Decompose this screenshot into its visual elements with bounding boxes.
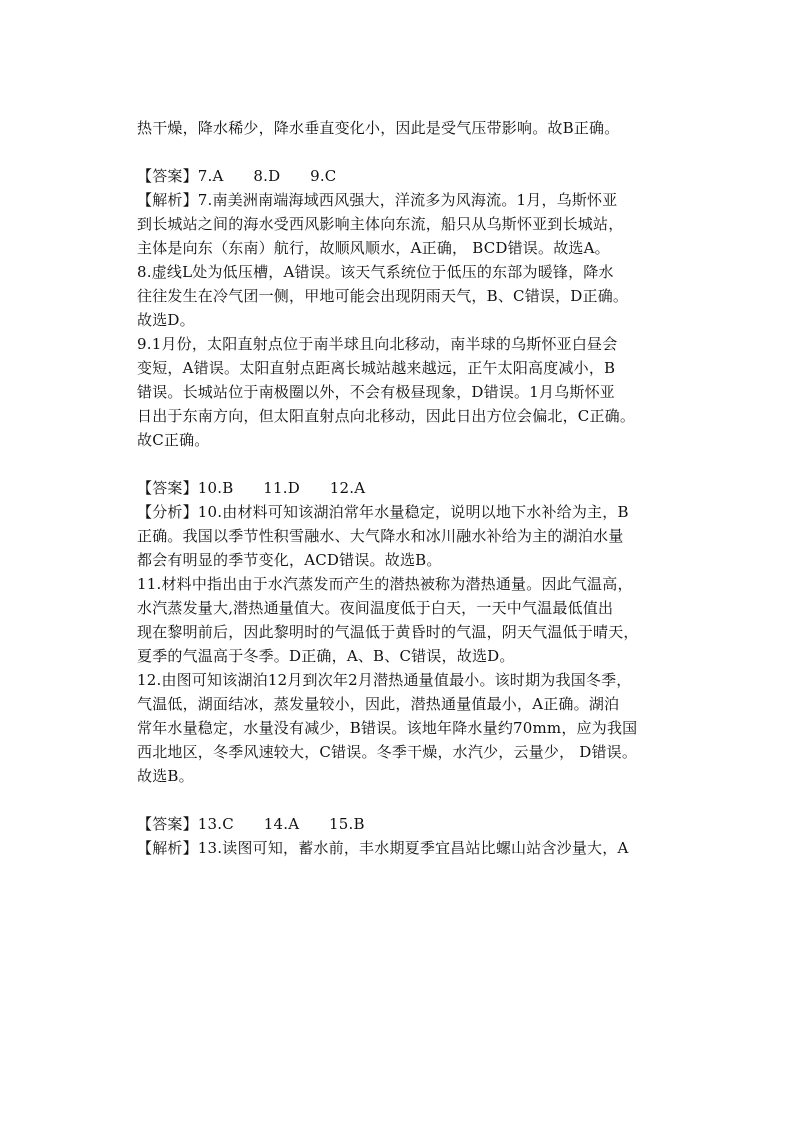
text-line: 水汽蒸发量大,潜热通量值大。夜间温度低于白天，一天中气温最低值出 [137, 599, 614, 617]
text-line: 11.材料中指出由于水汽蒸发而产生的潜热被称为潜热通量。因此气温高， [137, 575, 633, 593]
text-line: 气温低，湖面结冰，蒸发量较小，因此，潜热通量值最小，A正确。湖泊 [137, 695, 620, 713]
text-line: 到长城站之间的海水受西风影响主体向东流，船只从乌斯怀亚到长城站， [137, 215, 624, 233]
text-line: 往往发生在冷气团一侧，甲地可能会出现阴雨天气，B、C错误，D正确。 [137, 287, 629, 305]
answer-block-10-12 [137, 476, 667, 788]
analysis-line: 【解析】7.南美洲南端海域西风强大，洋流多为风海流。1月，乌斯怀亚 [137, 191, 618, 209]
answer-block-13-15 [137, 812, 667, 860]
text-line: 12.由图可知该湖泊12月到次年2月潜热通量值最小。该时期为我国冬季， [137, 671, 632, 689]
text-line: 主体是向东（东南）航行，故顺风顺水，A正确， BCD错误。故选A。 [137, 239, 610, 257]
block-spacer [137, 140, 667, 164]
text-line: 都会有明显的季节变化，ACD错误。故选B。 [137, 551, 442, 569]
text-line: 常年水量稳定，水量没有减少，B错误。该地年降水量约70mm，应为我国 [137, 719, 638, 737]
block-spacer [137, 788, 667, 812]
text-line: 夏季的气温高于冬季。D正确，A、B、C错误，故选D。 [137, 647, 515, 665]
analysis-line: 【分析】10.由材料可知该湖泊常年水量稳定，说明以地下水补给为主，B [137, 503, 629, 521]
text-line: 西北地区，冬季风速较大，C错误。冬季干燥，水汽少，云量少， D错误。 [137, 743, 638, 761]
text-line: 故选D。 [137, 311, 195, 329]
text-line: 正确。我国以季节性积雪融水、大气降水和冰川融水补给为主的湖泊水量 [137, 527, 624, 545]
paragraph-block [137, 116, 667, 140]
answer-block-7-9 [137, 164, 667, 452]
answer-line: 【答案】7.A 8.D 9.C [137, 167, 337, 185]
text-line: 变短，A错误。太阳直射点距离长城站越来越远，正午太阳高度减小，B [137, 359, 616, 377]
answer-line: 【答案】13.C 14.A 15.B [137, 815, 365, 833]
analysis-line: 【解析】13.读图可知，蓄水前，丰水期夏季宜昌站比螺山站含沙量大，A [137, 839, 629, 857]
answer-line: 【答案】10.B 11.D 12.A [137, 479, 366, 497]
text-line: 错误。长城站位于南极圈以外，不会有极昼现象，D错误。1月乌斯怀亚 [137, 383, 615, 401]
text-line: 热干燥，降水稀少，降水垂直变化小，因此是受气压带影响。故B正确。 [137, 119, 620, 137]
text-line: 9.1月份，太阳直射点位于南半球且向北移动，南半球的乌斯怀亚白昼会 [137, 335, 618, 353]
text-line: 现在黎明前后，因此黎明时的气温低于黄昏时的气温，阴天气温低于晴天， [137, 623, 639, 641]
block-spacer [137, 452, 667, 476]
document-body [137, 116, 667, 860]
text-line: 故选B。 [137, 767, 194, 785]
text-line: 故C正确。 [137, 431, 210, 449]
text-line: 日出于东南方向，但太阳直射点向北移动，因此日出方位会偏北，C正确。 [137, 407, 636, 425]
text-line: 8.虚线L处为低压槽，A错误。该天气系统位于低压的东部为暖锋，降水 [137, 263, 614, 281]
